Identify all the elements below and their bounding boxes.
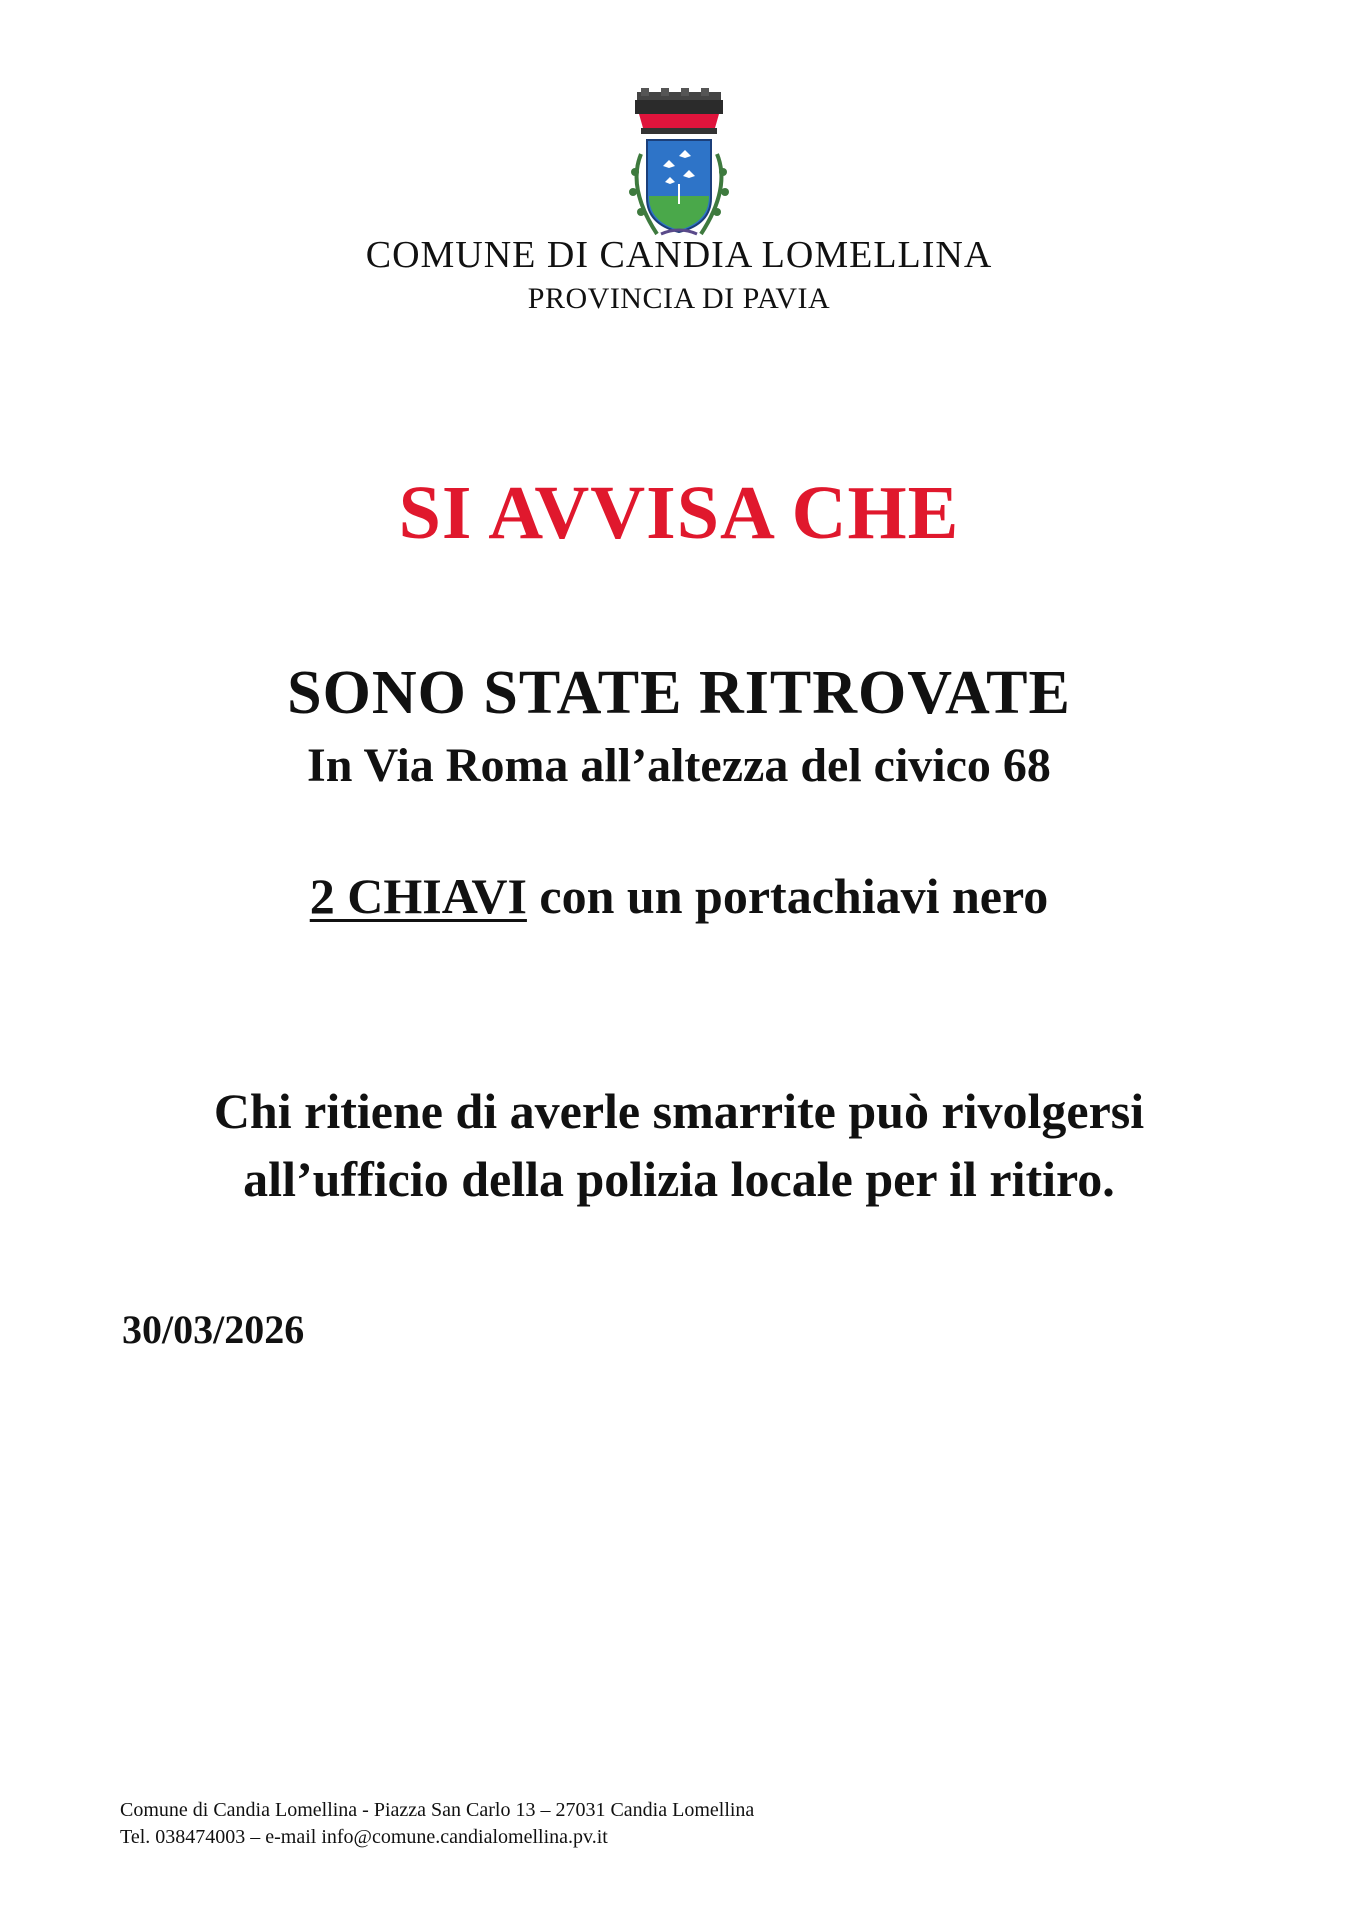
footer-address: Comune di Candia Lomellina - Piazza San Carlo 13 – 27031 Candia Lomellina	[120, 1799, 755, 1821]
found-item-line	[0, 867, 1358, 925]
found-item-highlight: 2 CHIAVI	[309, 868, 527, 924]
province-name: PROVINCIA DI PAVIA	[527, 282, 831, 315]
instructions-line-2: all’ufficio della polizia locale per il ritiro.	[243, 1151, 1115, 1207]
found-location: In Via Roma all’altezza del civico 68	[307, 739, 1051, 792]
municipal-coat-of-arms-icon	[617, 88, 741, 238]
notice-subheading: SONO STATE RITROVATE	[287, 659, 1071, 727]
footer-contacts: Tel. 038474003 – e-mail info@comune.candialomellina.pv.it	[120, 1826, 608, 1848]
notice-heading: SI AVVISA CHE	[398, 471, 960, 555]
instructions-line-1: Chi ritiene di averle smarrite può rivolgersi	[213, 1083, 1145, 1139]
notice-date: 30/03/2026	[122, 1307, 305, 1352]
found-item-description: con un portachiavi nero	[526, 868, 1049, 924]
municipality-name: COMUNE DI CANDIA LOMELLINA	[365, 234, 993, 276]
